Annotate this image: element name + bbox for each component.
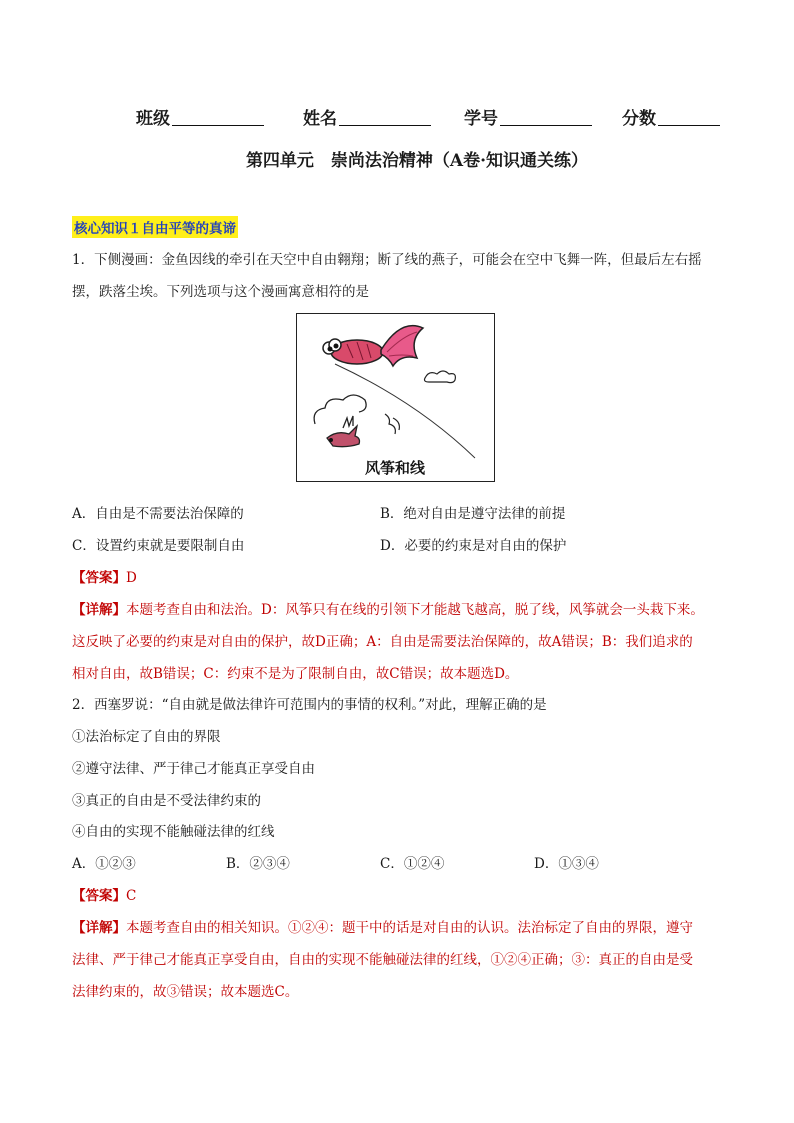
figure-caption: 风筝和线 <box>364 460 426 477</box>
page-title: 第四单元 崇尚法治精神（A卷·知识通关练） <box>245 151 589 171</box>
q1-option-c: C．设置约束就是要限制自由 <box>72 538 245 554</box>
q1-stem-line-2: 摆，跌落尘埃。下列选项与这个漫画寓意相符的是 <box>72 284 369 300</box>
name-blank[interactable] <box>339 107 431 126</box>
detail-text: 本题考查自由和法治。D：风筝只有在线的引领下才能越飞越高，脱了线，风筝就会一头栽下来。 <box>126 602 704 618</box>
class-field[interactable] <box>136 104 264 129</box>
wind-lines <box>385 414 399 434</box>
score-blank[interactable] <box>658 107 720 126</box>
detail-text: 本题考查自由的相关知识。①②④：题干中的话是对自由的认识。法治标定了自由的界限，遵守 <box>126 920 693 936</box>
q1-option-d: D．必要的约束是对自由的保护 <box>380 538 567 554</box>
q2-option-c: C．①②④ <box>380 856 445 872</box>
name-label: 姓名 <box>303 109 337 129</box>
q2-option-b: B．②③④ <box>226 856 290 872</box>
q1-option-a: A．自由是不需要法治保障的 <box>72 506 244 522</box>
class-label: 班级 <box>136 109 170 129</box>
swallow-kite-icon <box>327 426 360 447</box>
name-field[interactable] <box>303 104 431 129</box>
answer-tag: 【答案】 <box>72 888 126 904</box>
answer-value: C <box>126 888 137 904</box>
score-label: 分数 <box>622 109 656 129</box>
cloud-icon <box>425 371 456 383</box>
q2-answer <box>72 886 136 906</box>
student-info-line <box>0 104 794 130</box>
student-id-field[interactable] <box>464 104 592 129</box>
class-blank[interactable] <box>172 107 264 126</box>
q2-detail-line-3: 法律约束的，故③错误；故本题选C。 <box>72 984 299 1000</box>
score-field[interactable] <box>622 104 720 129</box>
q2-stem: 2．西塞罗说：“自由就是做法律许可范围内的事情的权利。”对此，理解正确的是 <box>72 697 547 713</box>
q1-detail-line-2: 这反映了必要的约束是对自由的保护，故D正确；A：自由是需要法治保障的，故A错误；B：我们追求的 <box>72 634 693 650</box>
q2-option-a: A．①②③ <box>72 856 136 872</box>
answer-value: D <box>126 570 137 586</box>
cloud-icon-large <box>314 395 366 424</box>
q1-answer <box>72 568 137 588</box>
detail-tag: 【详解】 <box>72 920 126 936</box>
q2-detail-line-1 <box>72 918 693 938</box>
kite-cartoon-image <box>297 314 493 480</box>
q2-option-d: D．①③④ <box>534 856 599 872</box>
q2-item-2: ②遵守法律、严于律己才能真正享受自由 <box>72 761 315 777</box>
student-id-label: 学号 <box>464 109 498 129</box>
kite-cartoon-figure <box>296 313 495 482</box>
q2-detail-line-2: 法律、严于律己才能真正享受自由，自由的实现不能触碰法律的红线，①②④正确；③：真正的自由是受 <box>72 952 693 968</box>
q1-detail-line-1 <box>72 600 704 620</box>
q2-item-4: ④自由的实现不能触碰法律的红线 <box>72 824 275 840</box>
student-id-blank[interactable] <box>500 107 592 126</box>
section-heading: 核心知识１自由平等的真谛 <box>72 216 238 238</box>
q1-detail-line-3: 相对自由，故B错误；C：约束不是为了限制自由，故C错误；故本题选D。 <box>72 666 519 682</box>
answer-tag: 【答案】 <box>72 570 126 586</box>
q1-option-b: B．绝对自由是遵守法律的前提 <box>380 506 566 522</box>
detail-tag: 【详解】 <box>72 602 126 618</box>
q2-item-1: ①法治标定了自由的界限 <box>72 729 221 745</box>
q2-item-3: ③真正的自由是不受法律约束的 <box>72 793 261 809</box>
q1-stem-line-1: 1．下侧漫画：金鱼因线的牵引在天空中自由翱翔；断了线的燕子，可能会在空中飞舞一阵，但最后左右摇 <box>72 252 702 268</box>
